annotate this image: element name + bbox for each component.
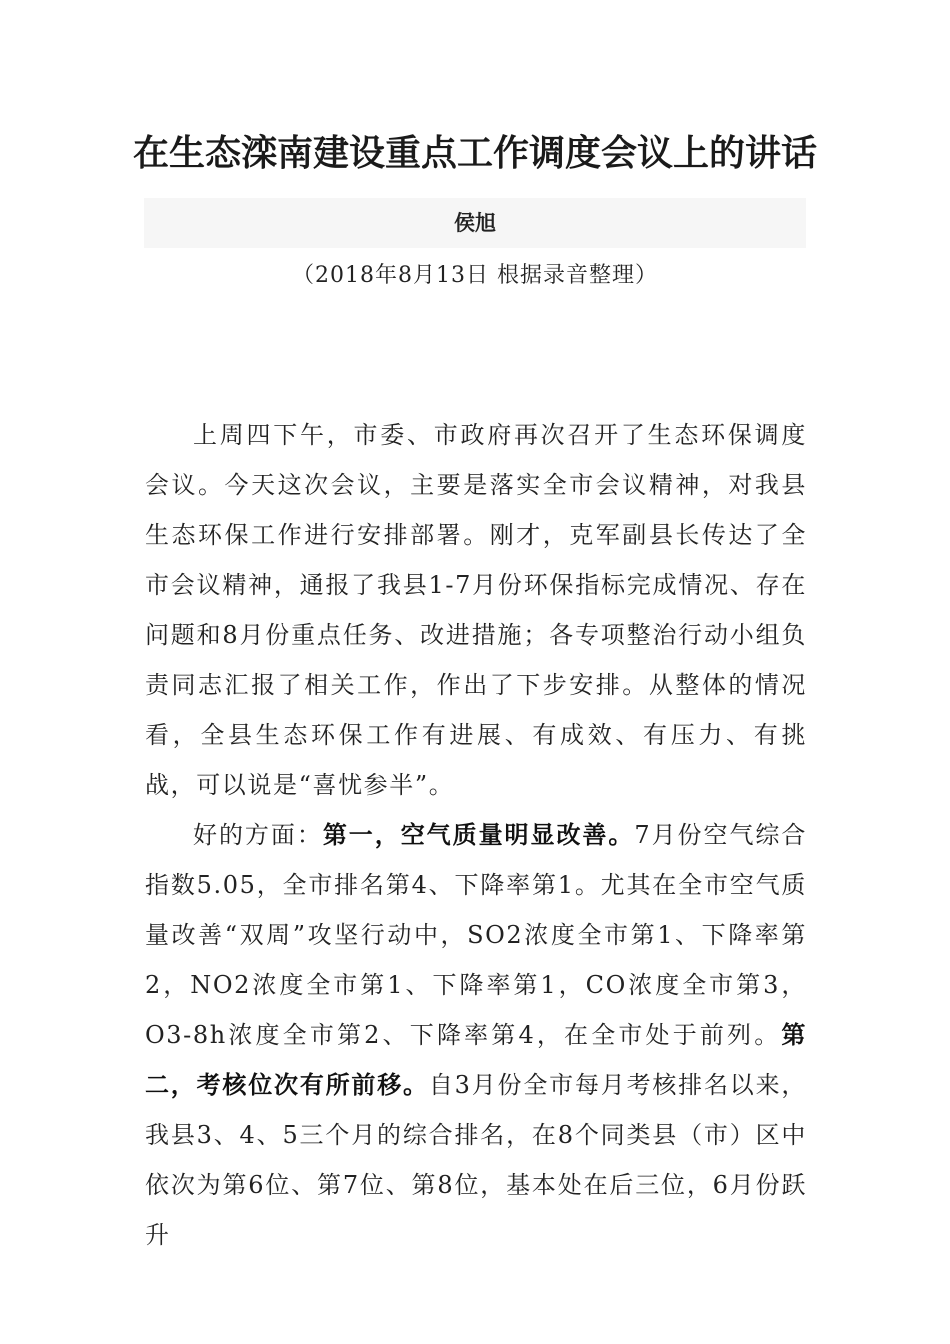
date-note: （2018年8月13日 根据录音整理）: [292, 263, 658, 288]
paragraph: [145, 810, 807, 1260]
paragraph: [145, 410, 807, 810]
paragraph-text: 7月份空气综合指数5.05，全市排名第4、下降率第1。尤其在全市空气质量改善“双周”攻坚行动中，SO2浓度全市第1、下降率第2，NO2浓度全市第1、下降率第1，CO浓度全市第3，O3-8h浓度全市第2、下降率第4，在全市处于前列。: [145, 821, 807, 1049]
document-title: 在生态滦南建设重点工作调度会议上的讲话: [132, 132, 817, 174]
highlight-point-two: 第二，考核位次有所前移。: [145, 1020, 807, 1099]
author-name: 侯旭: [144, 198, 806, 248]
paragraph-text: 好的方面：: [193, 821, 323, 849]
speech-body: [145, 410, 807, 1260]
paragraph-text: 上周四下午，市委、市政府再次召开了生态环保调度会议。今天这次会议，主要是落实全市会议精神，对我县生态环保工作进行安排部署。刚才，克军副县长传达了全市会议精神，通报了我县1-7月份环保指标完成情况、存在问题和8月份重点任务、改进措施；各专项整治行动小组负责同志汇报了相关工作，作出了下步安排。从整体的情况看，全县生态环保工作有进展、有成效、有压力、有挑战，可以说是“喜忧参半”。: [145, 421, 807, 799]
paragraph-text: 自3月份全市每月考核排名以来，我县3、4、5三个月的综合排名，在8个同类县（市）区中依次为第6位、第7位、第8位，基本处在后三位，6月份跃升: [145, 1071, 807, 1249]
highlight-point-one: 第一，空气质量明显改善。: [322, 820, 635, 849]
